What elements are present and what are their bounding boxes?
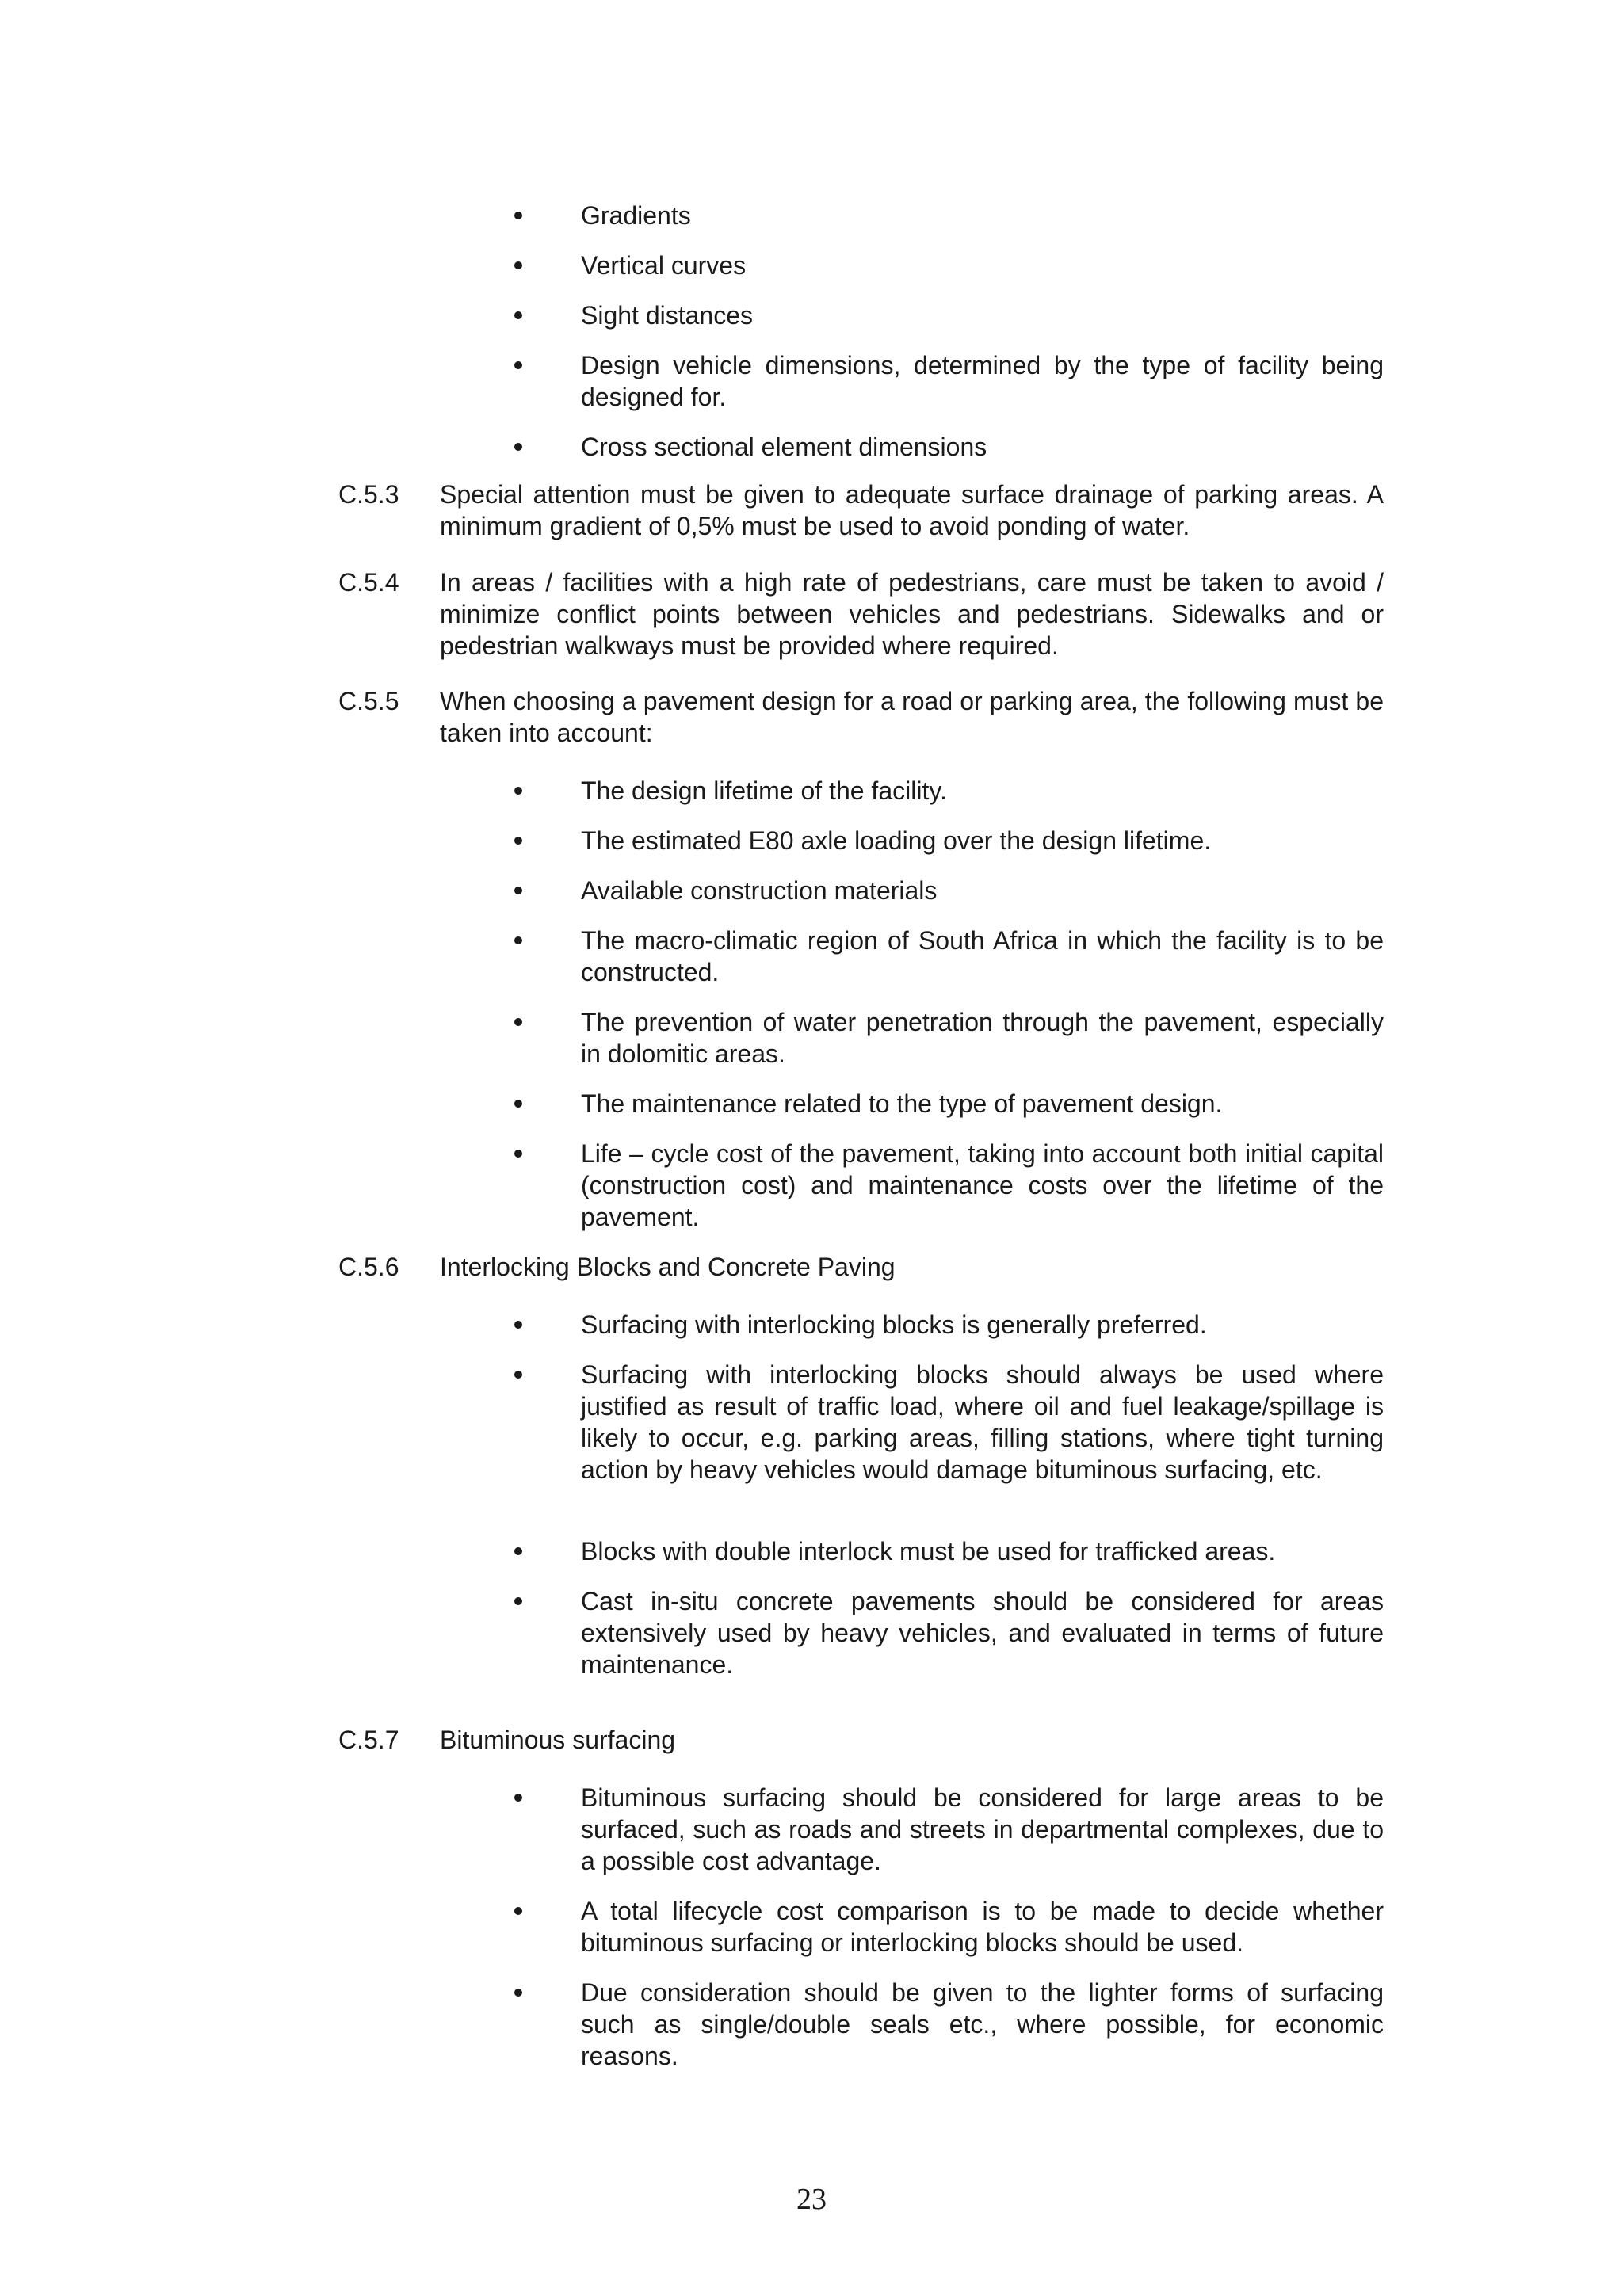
section-number: C.5.4 [338,568,399,597]
list-item-text: Blocks with double interlock must be used for trafficked areas. [581,1537,1276,1566]
section-number: C.5.7 [338,1726,399,1754]
list-item-text: The maintenance related to the type of pavement design. [581,1089,1223,1118]
list-item-text: Sight distances [581,301,754,330]
bullet-icon [514,311,522,319]
section-text: In areas / facilities with a high rate of pedestrians, care must be taken to avoid / minimize conflict points between vehicles and pedestrians. Sidewalks and or pedestrian walkways must be provided where required. [440,568,1384,660]
bullet-icon [514,1371,522,1379]
list-item-text: The prevention of water penetration through the pavement, especially in dolomitic areas. [581,1008,1384,1068]
bullet-icon [514,1907,522,1915]
bullet-icon [514,837,522,845]
bullet-icon [514,1794,522,1802]
section-heading: Interlocking Blocks and Concrete Paving [440,1253,896,1281]
section-number: C.5.3 [338,480,399,509]
section-text: Special attention must be given to adequate surface drainage of parking areas. A minimum gradient of 0,5% must be used to avoid ponding of water. [440,480,1384,540]
list-item-text: The macro-climatic region of South Africa in which the facility is to be constructed. [581,926,1384,986]
section-number: C.5.6 [338,1253,399,1281]
bullet-icon [514,1597,522,1605]
list-item-text: Vertical curves [581,251,747,280]
list-item-text: Surfacing with interlocking blocks should always be used where justified as result of traffic load, where oil and fuel leakage/spillage is likely to occur, e.g. parking areas, filling stations, where tight turning action by heavy vehicles would damage bituminous surfacing, etc. [581,1360,1384,1484]
bullet-icon [514,212,522,219]
list-item-text: The design lifetime of the facility. [581,776,947,805]
bullet-icon [514,443,522,451]
list-item-text: Gradients [581,201,691,230]
bullet-icon [514,887,522,894]
bullet-icon [514,1100,522,1108]
list-item-text: The estimated E80 axle loading over the design lifetime. [581,826,1212,855]
bullet-icon [514,361,522,369]
list-item-text: A total lifecycle cost comparison is to be made to decide whether bituminous surfacing or interlocking blocks should be used. [581,1897,1384,1957]
list-item-text: Design vehicle dimensions, determined by the type of facility being designed for. [581,351,1384,411]
bullet-icon [514,787,522,795]
list-item-text: Life – cycle cost of the pavement, taking into account both initial capital (construction cost) and maintenance costs over the lifetime of the pavement. [581,1139,1384,1231]
bullet-icon [514,1321,522,1329]
page-number: 23 [796,2183,827,2216]
section-text: When choosing a pavement design for a road or parking area, the following must be taken into account: [440,687,1384,747]
bullet-icon [514,1150,522,1158]
bullet-icon [514,1547,522,1555]
bullet-icon [514,936,522,944]
list-item-text: Due consideration should be given to the lighter forms of surfacing such as single/double seals etc., where possible, for economic reasons. [581,1978,1384,2070]
list-item-text: Cross sectional element dimensions [581,433,987,461]
list-item-text: Cast in-situ concrete pavements should be considered for areas extensively used by heavy vehicles, and evaluated in terms of future maintenance. [581,1587,1384,1679]
bullet-icon [514,1018,522,1026]
section-heading: Bituminous surfacing [440,1726,676,1754]
list-item-text: Bituminous surfacing should be considered for large areas to be surfaced, such as roads and streets in departmental complexes, due to a possible cost advantage. [581,1783,1384,1875]
bullet-icon [514,1989,522,1997]
bullet-icon [514,261,522,269]
list-item-text: Surfacing with interlocking blocks is generally preferred. [581,1310,1207,1339]
section-number: C.5.5 [338,687,399,715]
list-item-text: Available construction materials [581,876,938,905]
